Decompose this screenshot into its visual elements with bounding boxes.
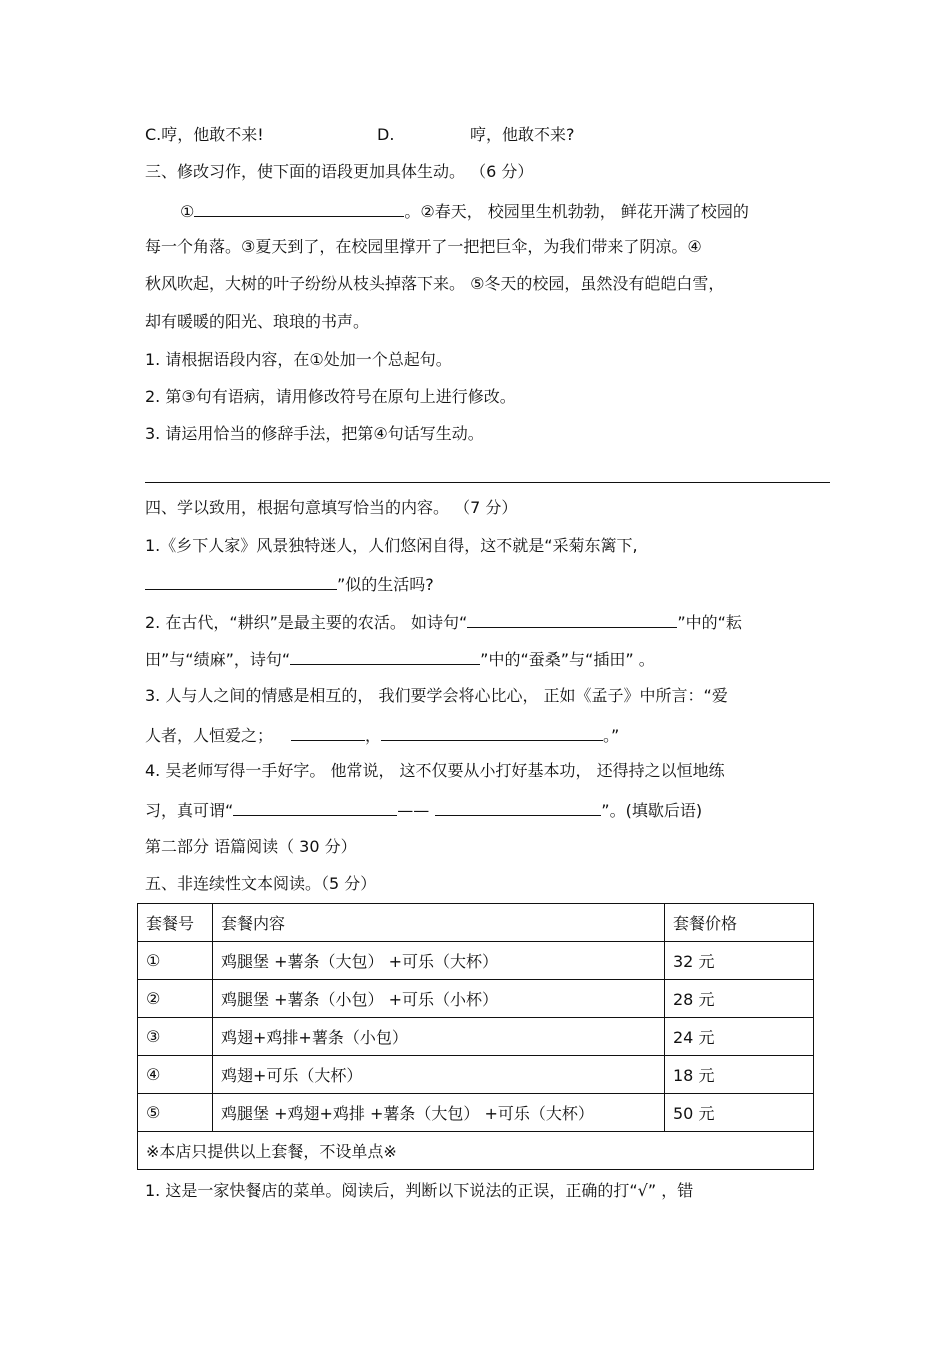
table-cell: 18 元 (665, 1056, 814, 1094)
section-5-title: 五、非连续性文本阅读。（5 分） (145, 874, 377, 893)
table-row (138, 942, 814, 980)
paragraph-line-4: 却有暖暖的阳光、琅琅的书声。 (145, 312, 370, 331)
blank-4-1[interactable] (145, 572, 337, 590)
part-2-title: 第二部分 语篇阅读（ 30 分） (145, 837, 357, 856)
table-cell: ③ (138, 1018, 213, 1056)
q4-1b-text: ”似的生活吗? (337, 575, 434, 594)
q4-3b-start: 人者，人恒爱之； (145, 726, 274, 745)
blank-4-3b[interactable] (381, 723, 603, 741)
menu-table (137, 903, 814, 1170)
header-cell: 套餐号 (138, 904, 213, 942)
question-4-1a: 1.《乡下人家》风景独特迷人，人们悠闲自得，这不就是“采菊东篱下, (145, 536, 638, 555)
q4-2b-end: ”中的“蚕桑”与“插田” 。 (480, 650, 655, 669)
question-5-1: 1. 这是一家快餐店的菜单。阅读后，判断以下说法的正误，正确的打“√” ，错 (145, 1181, 694, 1200)
question-4-2a (145, 610, 742, 634)
table-cell: 鸡翅+鸡排+薯条（小包） (213, 1018, 665, 1056)
question-4-4b (145, 798, 702, 822)
header-cell: 套餐内容 (213, 904, 665, 942)
table-cell: 鸡腿堡 +鸡翅+鸡排 +薯条（大包） +可乐（大杯） (213, 1094, 665, 1132)
blank-4-3a[interactable] (291, 723, 365, 741)
option-c: C.哼，他敢不来! (145, 125, 264, 144)
blank-1[interactable] (194, 199, 404, 217)
section-4-title: 四、学以致用，根据句意填写恰当的内容。 （7 分） (145, 498, 518, 517)
blank-4-4b[interactable] (435, 798, 601, 816)
table-cell: ② (138, 980, 213, 1018)
table-cell: 鸡腿堡 +薯条（大包） +可乐（大杯） (213, 942, 665, 980)
table-row (138, 1018, 814, 1056)
table-cell: 50 元 (665, 1094, 814, 1132)
answer-line[interactable] (145, 482, 830, 483)
header-cell: 套餐价格 (665, 904, 814, 942)
para-1-start: ① (180, 202, 195, 221)
question-4-3a: 3. 人与人之间的情感是相互的， 我们要学会将心比心， 正如《孟子》中所言：“爱 (145, 686, 728, 705)
question-3-2: 2. 第③句有语病，请用修改符号在原句上进行修改。 (145, 387, 516, 406)
blank-4-4a[interactable] (233, 798, 397, 816)
q4-3b-end: 。” (603, 726, 620, 745)
q4-4b-end: ”。(填歇后语) (601, 801, 703, 820)
q4-2a-start: 2. 在古代，“耕织”是最主要的农活。 如诗句“ (145, 613, 468, 632)
table-row (138, 1056, 814, 1094)
table-note: ※本店只提供以上套餐，不设单点※ (138, 1132, 814, 1170)
question-4-3b (145, 723, 619, 747)
q4-3b-comma: ， (365, 726, 382, 745)
q4-4b-start: 习，真可谓“ (145, 801, 234, 820)
table-row (138, 1094, 814, 1132)
question-3-3: 3. 请运用恰当的修辞手法，把第④句话写生动。 (145, 424, 484, 443)
table-header-row (138, 904, 814, 942)
table-cell: 24 元 (665, 1018, 814, 1056)
section-3-title: 三、修改习作，使下面的语段更加具体生动。 （6 分） (145, 162, 534, 181)
table-cell: 鸡翅+可乐（大杯） (213, 1056, 665, 1094)
question-4-2b (145, 647, 655, 671)
blank-4-2b[interactable] (290, 647, 480, 665)
paragraph-line-3: 秋风吹起，大树的叶子纷纷从枝头掉落下来。 ⑤冬天的校园，虽然没有皑皑白雪， (145, 274, 725, 293)
para-1-end: 。②春天， 校园里生机勃勃， 鲜花开满了校园的 (404, 202, 749, 221)
q4-4b-dash: —— (397, 801, 430, 820)
question-4-4a: 4. 吴老师写得一手好字。 他常说， 这不仅要从小打好基本功， 还得持之以恒地练 (145, 761, 725, 780)
q4-2a-end: ”中的“耘 (677, 613, 742, 632)
paragraph-line-2: 每一个角落。③夏天到了，在校园里撑开了一把把巨伞，为我们带来了阴凉。④ (145, 237, 702, 256)
question-4-1b (145, 572, 434, 596)
table-cell: ① (138, 942, 213, 980)
option-d-label: D. (377, 125, 395, 144)
table-note-row (138, 1132, 814, 1170)
option-d-text: 哼，他敢不来? (470, 125, 575, 144)
blank-4-2a[interactable] (467, 610, 677, 628)
table-row (138, 980, 814, 1018)
table-cell: 28 元 (665, 980, 814, 1018)
question-3-1: 1. 请根据语段内容，在①处加一个总起句。 (145, 350, 452, 369)
paragraph-line-1 (180, 199, 749, 223)
q4-2b-start: 田”与“绩麻”，诗句“ (145, 650, 291, 669)
table-cell: ⑤ (138, 1094, 213, 1132)
table-cell: 32 元 (665, 942, 814, 980)
table-cell: 鸡腿堡 +薯条（小包） +可乐（小杯） (213, 980, 665, 1018)
table-cell: ④ (138, 1056, 213, 1094)
